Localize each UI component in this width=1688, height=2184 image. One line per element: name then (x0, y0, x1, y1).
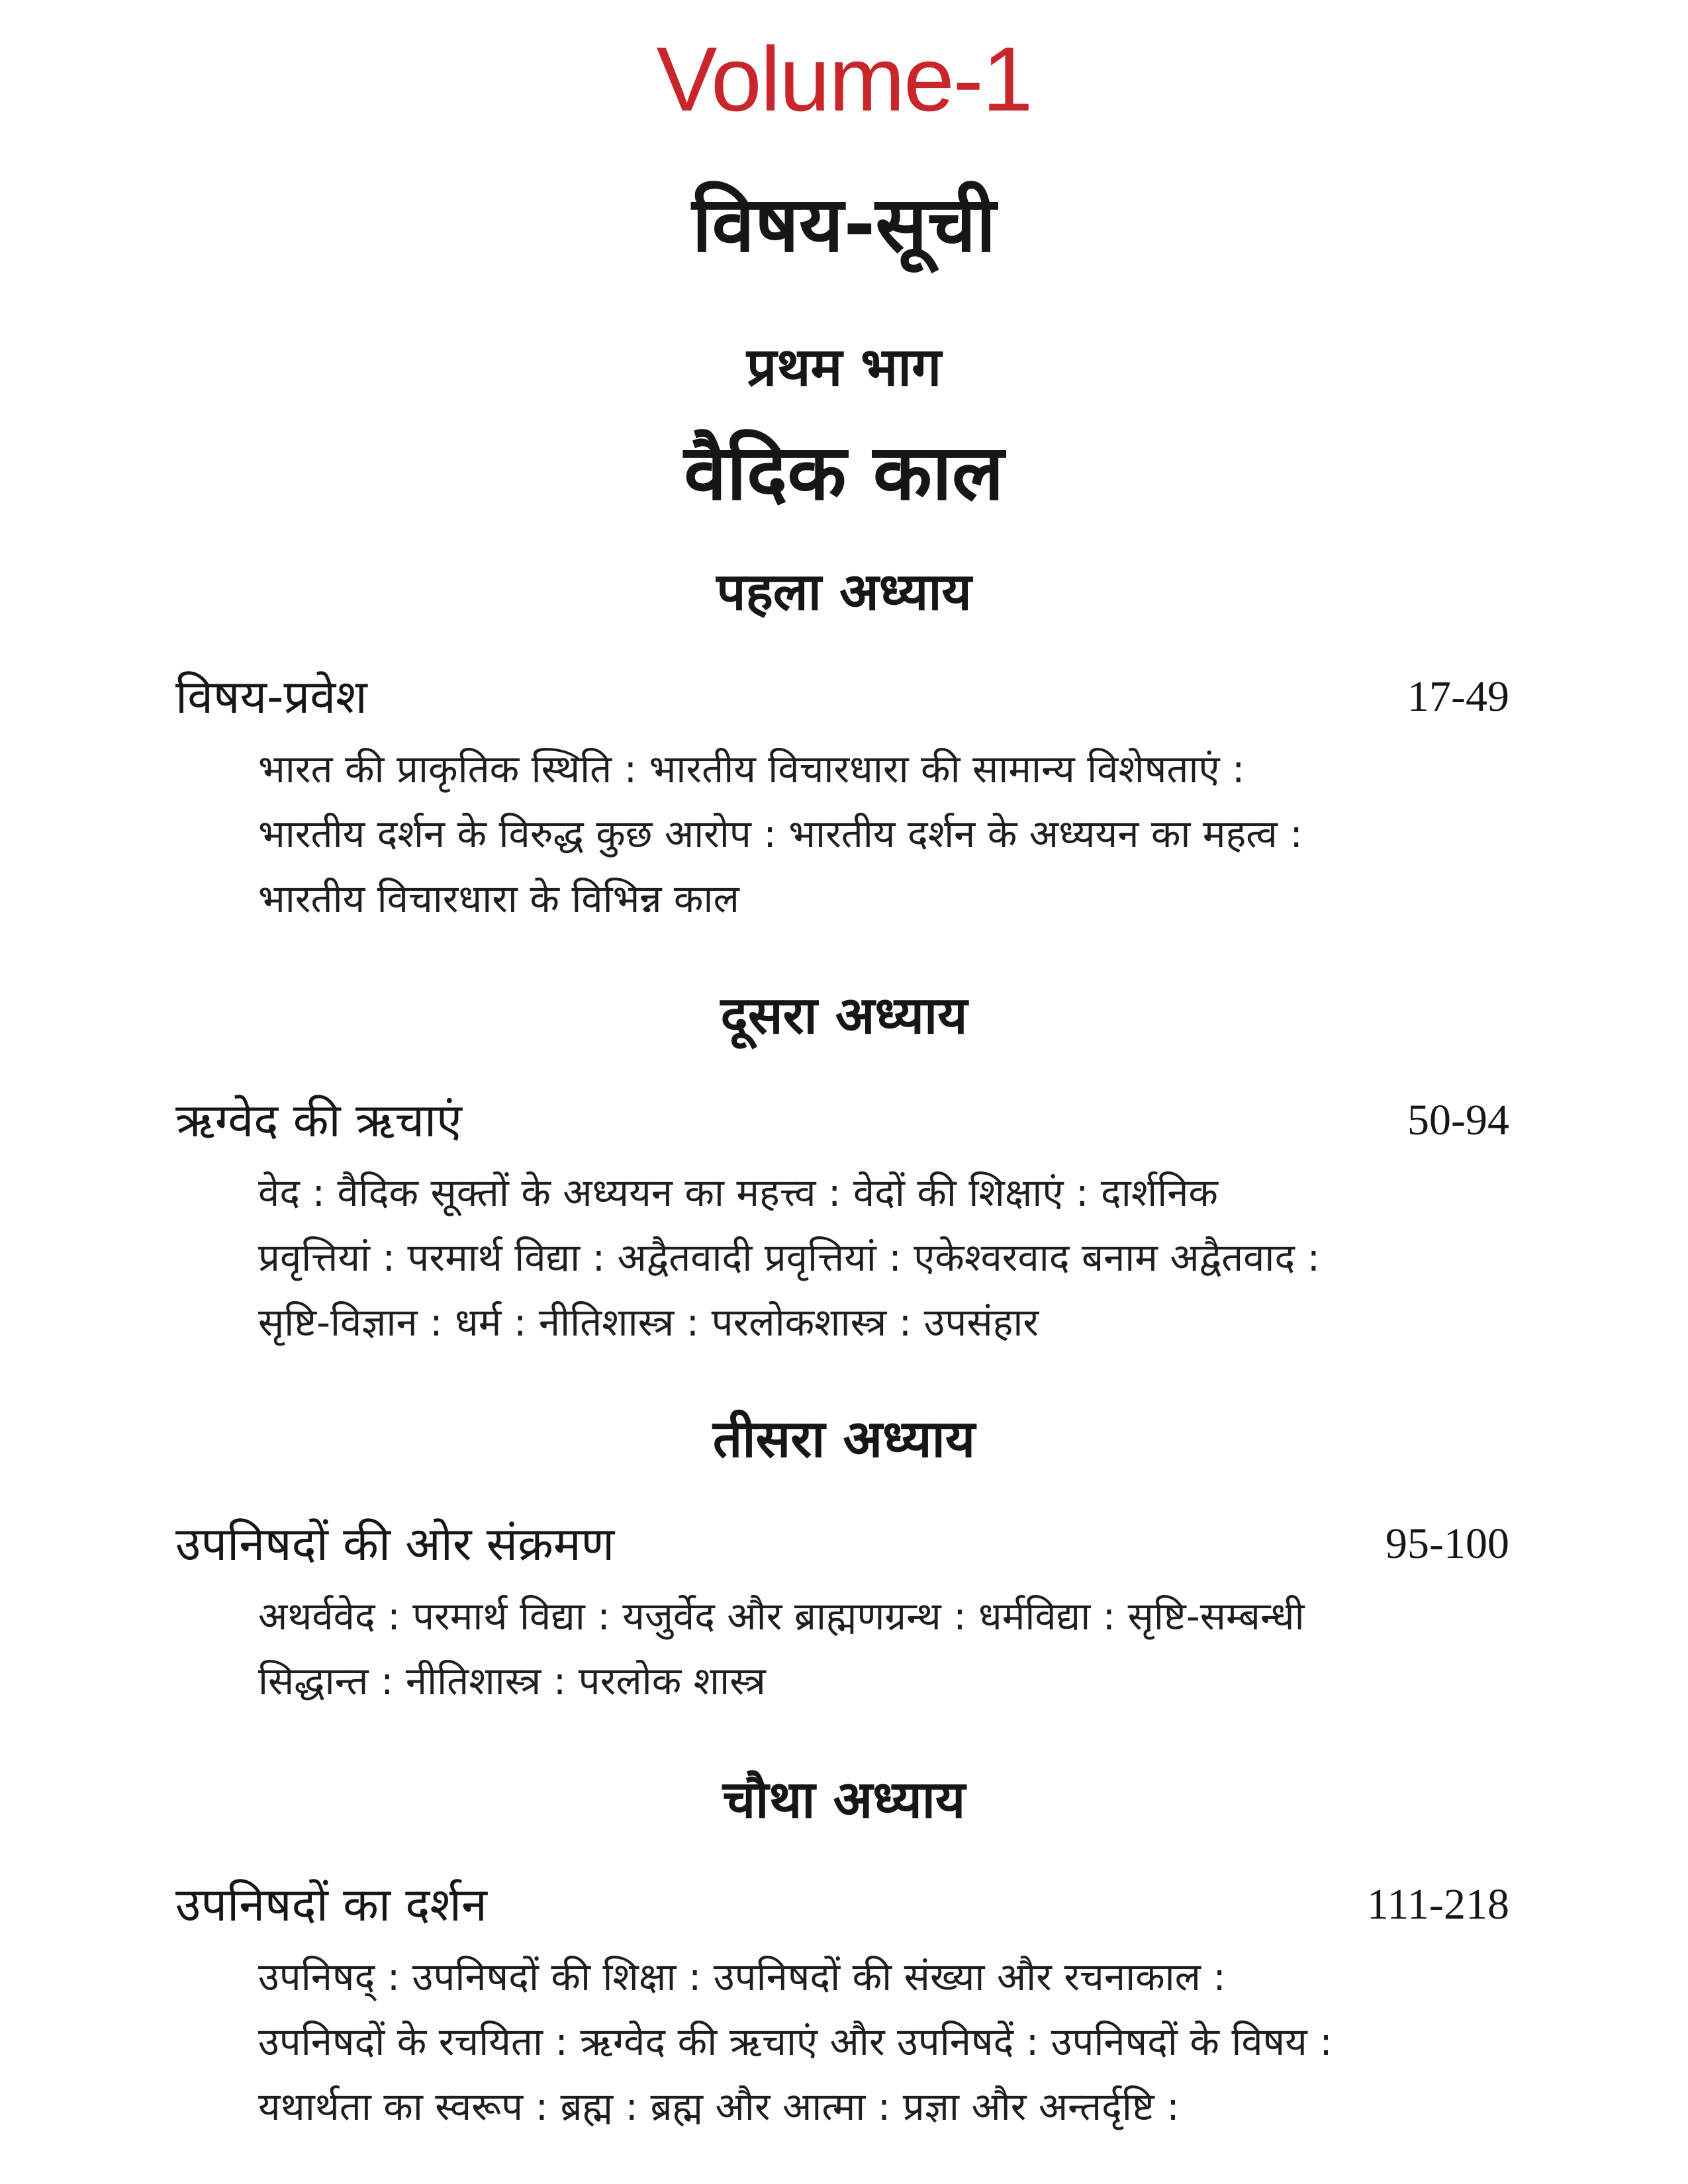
chapter-title: ऋग्वेद की ऋचाएं (175, 1093, 462, 1148)
volume-label: Volume-1 (656, 28, 1032, 130)
chapter-pages: 50-94 (1407, 1096, 1509, 1144)
description-line: भारतीय दर्शन के विरुद्ध कुछ आरोप : भारतीय दर्शन के अध्ययन का महत्व : (258, 811, 1303, 856)
description-line: उपनिषदों के रचयिता : ऋग्वेद की ऋचाएं और उपनिषदें : उपनिषदों के विषय : (258, 2019, 1333, 2064)
part-subtitle: वैदिक काल (684, 428, 1004, 518)
chapter-entry-row (0, 1087, 1688, 1160)
chapter-3 (0, 1406, 1688, 1713)
toc-title: विषय-सूची (692, 180, 996, 269)
chapter-title: विषय-प्रवेश (175, 670, 367, 724)
chapter-1 (0, 559, 1688, 931)
chapter-heading: चौथा अध्याय (722, 1770, 966, 1830)
chapter-pages: 17-49 (1407, 672, 1509, 721)
description-line: वेद : वैदिक सूक्तों के अध्ययन का महत्त्व : वेदों की शिक्षाएं : दार्शनिक (258, 1170, 1218, 1215)
chapter-heading: दूसरा अध्याय (720, 986, 968, 1046)
description-line: भारतीय विचारधारा के विभिन्न काल (258, 876, 739, 921)
chapter-description (258, 1944, 1450, 2139)
part-title: प्रथम भाग (746, 336, 942, 398)
chapter-title: उपनिषदों की ओर संक्रमण (175, 1517, 615, 1571)
chapter-2 (0, 983, 1688, 1355)
description-line: सृष्टि-विज्ञान : धर्म : नीतिशास्त्र : परलोकशास्त्र : उपसंहार (258, 1300, 1039, 1345)
chapter-title: उपनिषदों का दर्शन (175, 1878, 487, 1932)
description-line: सिद्धान्त : नीतिशास्त्र : परलोक शास्त्र (258, 1659, 766, 1704)
description-line: यथार्थता का स्वरूप : ब्रह्म : ब्रह्म और आत्मा : प्रज्ञा और अन्तर्दृष्टि : (258, 2084, 1180, 2129)
chapter-description (258, 1160, 1450, 1355)
chapter-entry-row (0, 664, 1688, 737)
chapter-heading: तीसरा अध्याय (712, 1410, 976, 1469)
description-line: अथर्ववेद : परमार्थ विद्या : यजुर्वेद और ब्राह्मणग्रन्थ : धर्मविद्या : सृष्टि-सम्बन्धी (258, 1594, 1305, 1639)
chapter-4 (0, 1767, 1688, 2139)
chapter-entry-row (0, 1511, 1688, 1584)
description-line: प्रवृत्तियां : परमार्थ विद्या : अद्वैतवादी प्रवृत्तियां : एकेश्वरवाद बनाम अद्वैतवाद : (258, 1235, 1321, 1280)
chapter-heading: पहला अध्याय (716, 563, 972, 622)
chapter-pages: 111-218 (1366, 1880, 1509, 1929)
chapter-description (258, 737, 1450, 931)
description-line: उपनिषद् : उपनिषदों की शिक्षा : उपनिषदों की संख्या और रचनाकाल : (258, 1954, 1226, 1999)
chapter-pages: 95-100 (1385, 1520, 1509, 1568)
description-line: भारत की प्राकृतिक स्थिति : भारतीय विचारधारा की सामान्य विशेषताएं : (258, 747, 1245, 792)
chapter-description (258, 1584, 1450, 1713)
chapter-entry-row (0, 1872, 1688, 1944)
